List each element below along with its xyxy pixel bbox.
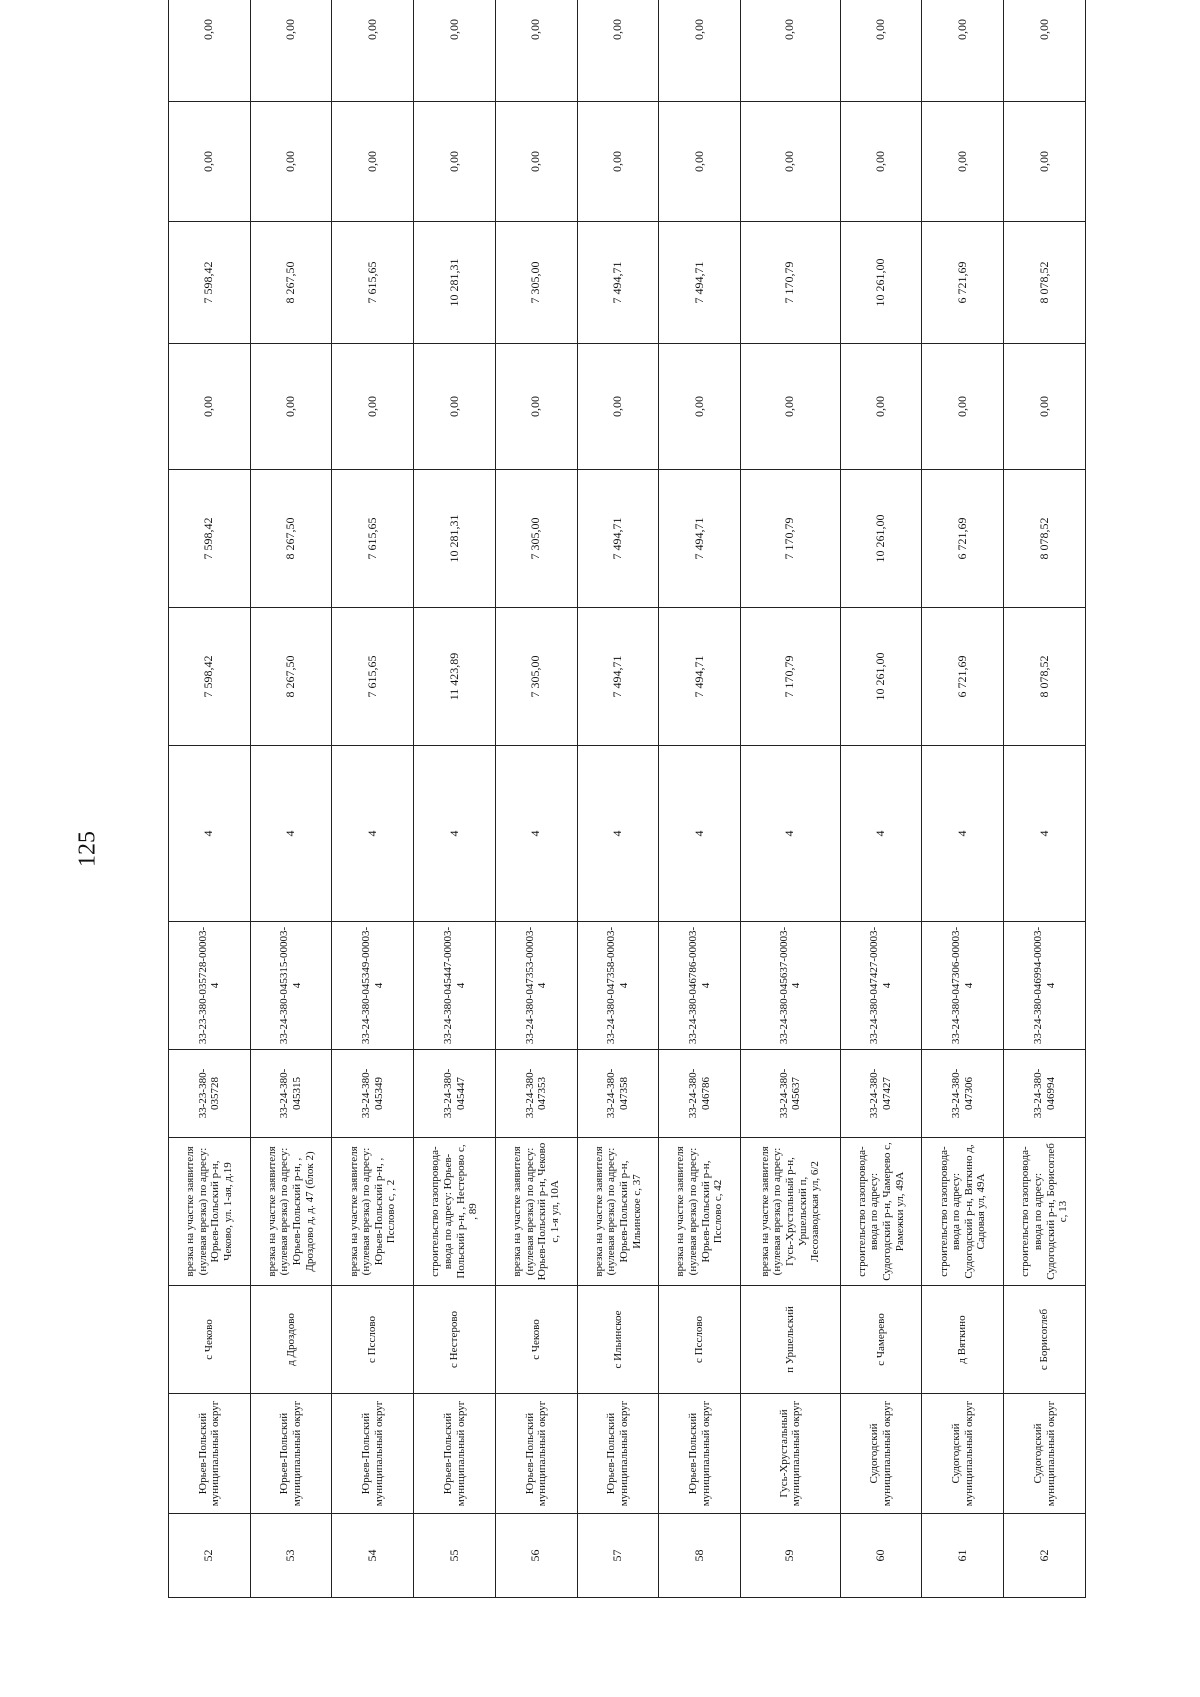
district-cell: Юрьев-Польский муниципальный округ <box>414 1394 496 1514</box>
application-code-cell: 33-24-380-045315-00003-4 <box>250 922 332 1050</box>
work-description-cell: строительство газопровода-ввода по адресу: Судогодский р-н, Вяткино д, Садовая ул, 49А <box>922 1138 1004 1286</box>
value-3-cell: 0,00 <box>659 344 741 470</box>
value-3-cell: 0,00 <box>840 344 922 470</box>
settlement-cell: с Чамерево <box>840 1286 922 1394</box>
value-1-cell: 8 267,50 <box>250 608 332 746</box>
table-body <box>169 0 1086 1598</box>
category-cell: 4 <box>250 746 332 922</box>
value-1-cell: 7 494,71 <box>659 608 741 746</box>
value-2-cell: 7 305,00 <box>495 470 577 608</box>
value-2-cell: 10 261,00 <box>840 470 922 608</box>
value-2-cell: 7 615,65 <box>332 470 414 608</box>
row-number: 53 <box>250 1514 332 1598</box>
value-4-cell: 10 261,00 <box>840 222 922 344</box>
value-6-cell: 0,00 <box>169 0 251 102</box>
value-4-cell: 7 598,42 <box>169 222 251 344</box>
district-cell: Юрьев-Польский муниципальный округ <box>577 1394 659 1514</box>
value-2-cell: 8 078,52 <box>1004 470 1086 608</box>
cadastral-number-cell: 33-24-380-046786 <box>659 1050 741 1138</box>
work-description-cell: врезка на участке заявителя (нулевая врезка) по адресу: Юрьев-Польский р-н, Ильинское с, 37 <box>577 1138 659 1286</box>
value-2-cell: 7 494,71 <box>659 470 741 608</box>
row-number: 58 <box>659 1514 741 1598</box>
value-6-cell: 0,00 <box>495 0 577 102</box>
cadastral-number-cell: 33-24-380-045447 <box>414 1050 496 1138</box>
district-cell: Юрьев-Польский муниципальный округ <box>169 1394 251 1514</box>
value-1-cell: 7 598,42 <box>169 608 251 746</box>
value-5-cell: 0,00 <box>1004 102 1086 222</box>
settlement-cell: д Вяткино <box>922 1286 1004 1394</box>
value-5-cell: 0,00 <box>741 102 841 222</box>
district-cell: Юрьев-Польский муниципальный округ <box>250 1394 332 1514</box>
application-code-cell: 33-23-380-035728-00003-4 <box>169 922 251 1050</box>
value-2-cell: 7 598,42 <box>169 470 251 608</box>
value-5-cell: 0,00 <box>495 102 577 222</box>
value-5-cell: 0,00 <box>659 102 741 222</box>
settlement-cell: с Ильинское <box>577 1286 659 1394</box>
value-1-cell: 10 261,00 <box>840 608 922 746</box>
value-1-cell: 8 078,52 <box>1004 608 1086 746</box>
value-3-cell: 0,00 <box>495 344 577 470</box>
value-5-cell: 0,00 <box>250 102 332 222</box>
district-cell: Гусь-Хрустальный муниципальный округ <box>741 1394 841 1514</box>
category-cell: 4 <box>922 746 1004 922</box>
cadastral-number-cell: 33-24-380-045349 <box>332 1050 414 1138</box>
district-cell: Судогодский муниципальный округ <box>1004 1394 1086 1514</box>
table-row <box>840 0 922 1598</box>
table-row <box>495 0 577 1598</box>
work-description-cell: врезка на участке заявителя (нулевая врезка) по адресу: Юрьев-Польский р-н, , Дроздово д, д. 47 (блок 2) <box>250 1138 332 1286</box>
category-cell: 4 <box>332 746 414 922</box>
application-code-cell: 33-24-380-047353-00003-4 <box>495 922 577 1050</box>
district-cell: Судогодский муниципальный округ <box>922 1394 1004 1514</box>
value-6-cell: 0,00 <box>1004 0 1086 102</box>
category-cell: 4 <box>741 746 841 922</box>
value-3-cell: 0,00 <box>332 344 414 470</box>
value-3-cell: 0,00 <box>169 344 251 470</box>
value-3-cell: 0,00 <box>1004 344 1086 470</box>
value-1-cell: 7 615,65 <box>332 608 414 746</box>
district-cell: Юрьев-Польский муниципальный округ <box>495 1394 577 1514</box>
application-code-cell: 33-24-380-046786-00003-4 <box>659 922 741 1050</box>
cadastral-number-cell: 33-24-380-046994 <box>1004 1050 1086 1138</box>
value-4-cell: 8 267,50 <box>250 222 332 344</box>
category-cell: 4 <box>577 746 659 922</box>
work-description-cell: строительство газопровода-ввода по адресу: Юрьев-Польский р-н, , Нестерово с, , 89 <box>414 1138 496 1286</box>
category-cell: 4 <box>414 746 496 922</box>
value-4-cell: 8 078,52 <box>1004 222 1086 344</box>
district-cell: Юрьев-Польский муниципальный округ <box>332 1394 414 1514</box>
table-row <box>577 0 659 1598</box>
work-description-cell: врезка на участке заявителя (нулевая врезка) по адресу: Юрьев-Польский р-н, Чеково с, 1-я ул, 10А <box>495 1138 577 1286</box>
row-number: 55 <box>414 1514 496 1598</box>
row-number: 60 <box>840 1514 922 1598</box>
work-description-cell: врезка на участке заявителя (нулевая врезка) по адресу: Юрьев-Польский р-н, Чеково, ул. 1-ая, д.19 <box>169 1138 251 1286</box>
settlement-cell: с Чеково <box>169 1286 251 1394</box>
value-2-cell: 8 267,50 <box>250 470 332 608</box>
value-2-cell: 10 281,31 <box>414 470 496 608</box>
value-6-cell: 0,00 <box>577 0 659 102</box>
work-description-cell: врезка на участке заявителя (нулевая врезка) по адресу: Гусь-Хрустальный р-н, Уршельский п, Лесозаводская ул, 6/2 <box>741 1138 841 1286</box>
cadastral-number-cell: 33-24-380-047353 <box>495 1050 577 1138</box>
row-number: 57 <box>577 1514 659 1598</box>
value-5-cell: 0,00 <box>577 102 659 222</box>
value-6-cell: 0,00 <box>840 0 922 102</box>
table-row <box>250 0 332 1598</box>
value-6-cell: 0,00 <box>922 0 1004 102</box>
value-3-cell: 0,00 <box>922 344 1004 470</box>
cadastral-number-cell: 33-24-380-047358 <box>577 1050 659 1138</box>
table-row <box>659 0 741 1598</box>
row-number: 61 <box>922 1514 1004 1598</box>
application-code-cell: 33-24-380-047427-00003-4 <box>840 922 922 1050</box>
settlement-cell: с Нестерово <box>414 1286 496 1394</box>
data-table <box>168 0 1086 1598</box>
table-row <box>741 0 841 1598</box>
work-description-cell: врезка на участке заявителя (нулевая врезка) по адресу: Юрьев-Польский р-н, , Пссловo с, , 2 <box>332 1138 414 1286</box>
table-row <box>169 0 251 1598</box>
application-code-cell: 33-24-380-047306-00003-4 <box>922 922 1004 1050</box>
category-cell: 4 <box>495 746 577 922</box>
value-3-cell: 0,00 <box>414 344 496 470</box>
cadastral-number-cell: 33-24-380-047306 <box>922 1050 1004 1138</box>
row-number: 54 <box>332 1514 414 1598</box>
value-1-cell: 6 721,69 <box>922 608 1004 746</box>
work-description-cell: строительство газопровода-ввода по адресу: Судогодский р-н, Чамерево с, Рамежки ул, 49А <box>840 1138 922 1286</box>
value-6-cell: 0,00 <box>332 0 414 102</box>
value-4-cell: 7 615,65 <box>332 222 414 344</box>
value-5-cell: 0,00 <box>414 102 496 222</box>
application-code-cell: 33-24-380-047358-00003-4 <box>577 922 659 1050</box>
application-code-cell: 33-24-380-046994-00003-4 <box>1004 922 1086 1050</box>
value-5-cell: 0,00 <box>332 102 414 222</box>
settlement-cell: с Борисоглеб <box>1004 1286 1086 1394</box>
value-3-cell: 0,00 <box>741 344 841 470</box>
value-2-cell: 6 721,69 <box>922 470 1004 608</box>
application-code-cell: 33-24-380-045349-00003-4 <box>332 922 414 1050</box>
value-5-cell: 0,00 <box>169 102 251 222</box>
cadastral-number-cell: 33-24-380-045315 <box>250 1050 332 1138</box>
value-2-cell: 7 494,71 <box>577 470 659 608</box>
value-3-cell: 0,00 <box>577 344 659 470</box>
value-1-cell: 7 305,00 <box>495 608 577 746</box>
table-row <box>922 0 1004 1598</box>
value-4-cell: 10 281,31 <box>414 222 496 344</box>
table-row <box>414 0 496 1598</box>
value-4-cell: 7 494,71 <box>577 222 659 344</box>
cadastral-number-cell: 33-24-380-045637 <box>741 1050 841 1138</box>
cadastral-number-cell: 33-23-380-035728 <box>169 1050 251 1138</box>
settlement-cell: с Чеково <box>495 1286 577 1394</box>
value-6-cell: 0,00 <box>414 0 496 102</box>
category-cell: 4 <box>169 746 251 922</box>
row-number: 59 <box>741 1514 841 1598</box>
table-frame <box>168 19 1086 1598</box>
value-1-cell: 7 170,79 <box>741 608 841 746</box>
value-5-cell: 0,00 <box>840 102 922 222</box>
work-description-cell: строительство газопровода-ввода по адресу: Судогодский р-н, Борисоглеб с, 13 <box>1004 1138 1086 1286</box>
table-row <box>1004 0 1086 1598</box>
category-cell: 4 <box>1004 746 1086 922</box>
row-number: 52 <box>169 1514 251 1598</box>
rotated-table-container <box>168 19 1086 1598</box>
value-1-cell: 7 494,71 <box>577 608 659 746</box>
value-5-cell: 0,00 <box>922 102 1004 222</box>
value-6-cell: 0,00 <box>659 0 741 102</box>
settlement-cell: с Пссловo <box>332 1286 414 1394</box>
value-4-cell: 7 305,00 <box>495 222 577 344</box>
value-1-cell: 11 423,89 <box>414 608 496 746</box>
value-4-cell: 7 170,79 <box>741 222 841 344</box>
settlement-cell: д Дроздово <box>250 1286 332 1394</box>
district-cell: Судогодский муниципальный округ <box>840 1394 922 1514</box>
category-cell: 4 <box>840 746 922 922</box>
value-3-cell: 0,00 <box>250 344 332 470</box>
application-code-cell: 33-24-380-045447-00003-4 <box>414 922 496 1050</box>
settlement-cell: п Уршельский <box>741 1286 841 1394</box>
value-4-cell: 7 494,71 <box>659 222 741 344</box>
value-2-cell: 7 170,79 <box>741 470 841 608</box>
table-row <box>332 0 414 1598</box>
row-number: 56 <box>495 1514 577 1598</box>
settlement-cell: с Пссловo <box>659 1286 741 1394</box>
category-cell: 4 <box>659 746 741 922</box>
district-cell: Юрьев-Польский муниципальный округ <box>659 1394 741 1514</box>
row-number: 62 <box>1004 1514 1086 1598</box>
page-number: 125 <box>74 831 101 867</box>
value-6-cell: 0,00 <box>250 0 332 102</box>
value-4-cell: 6 721,69 <box>922 222 1004 344</box>
value-6-cell: 0,00 <box>741 0 841 102</box>
work-description-cell: врезка на участке заявителя (нулевая врезка) по адресу: Юрьев-Польский р-н, Пссловo с, 42 <box>659 1138 741 1286</box>
application-code-cell: 33-24-380-045637-00003-4 <box>741 922 841 1050</box>
cadastral-number-cell: 33-24-380-047427 <box>840 1050 922 1138</box>
